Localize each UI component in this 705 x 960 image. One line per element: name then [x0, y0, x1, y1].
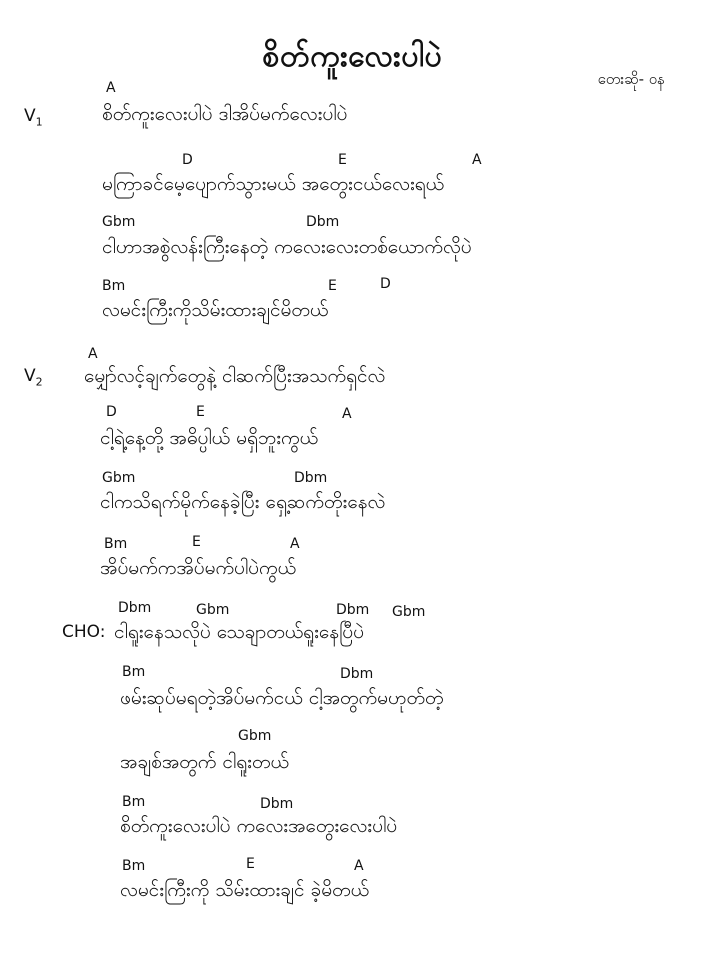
verse-2-letter: V	[24, 366, 36, 386]
chord: Dbm	[260, 796, 294, 812]
chord: Gbm	[102, 214, 136, 230]
lyric-line: ငါကသိရက်မိုက်နေခဲ့ပြီး ရှေ့ဆက်တိုးနေလဲ	[100, 491, 386, 513]
chord: Dbm	[118, 600, 152, 616]
chord: E	[196, 404, 205, 420]
lyric-line: အချစ်အတွက် ငါရူးတယ်	[120, 751, 289, 773]
chord: Bm	[104, 536, 128, 552]
chord: Dbm	[340, 666, 374, 682]
chord: Gbm	[196, 602, 230, 618]
lyric-line: မျှော်လင့်ချက်တွေနဲ့ ငါဆက်ပြီးအသက်ရှင်လဲ	[84, 365, 386, 387]
lyric-line: စိတ်ကူးလေးပါပဲ ကလေးအတွေးလေးပါပဲ	[120, 815, 398, 837]
chorus-label: CHO:	[62, 622, 106, 642]
chord: D	[182, 152, 193, 168]
chord: Gbm	[102, 470, 136, 486]
chord: A	[342, 406, 352, 422]
chord: Gbm	[238, 728, 272, 744]
verse-1-number: 1	[35, 115, 43, 129]
lyric-line: လမင်းကြီးကို သိမ်းထားချင် ခဲ့မိတယ်	[120, 879, 370, 901]
chord: Bm	[122, 794, 146, 810]
chord: Gbm	[392, 604, 426, 620]
singer-credit: တေးဆို- ဝန	[597, 70, 665, 88]
chord: A	[106, 80, 116, 96]
verse-1-letter: V	[24, 106, 36, 126]
lyric-line: ငါ့ရဲ့နေ့တို့ အဓိပ္ပါယ် မရှိဘူးကွယ်	[100, 427, 319, 449]
chord: Bm	[102, 278, 126, 294]
song-title: စိတ်ကူးလေးပါပဲ	[262, 39, 443, 74]
lyric-line: ငါရူးနေသလိုပဲ သေချာတယ်ရူးနေပြီပဲ	[114, 621, 364, 643]
chord: E	[246, 856, 255, 872]
lyric-line: ဖမ်းဆုပ်မရတဲ့အိပ်မက်ငယ် ငါ့အတွက်မဟုတ်တဲ့	[120, 687, 444, 709]
lyric-line: စိတ်ကူးလေးပါပဲ ဒါအိပ်မက်လေးပါပဲ	[102, 103, 348, 125]
chord: Bm	[122, 664, 146, 680]
chord: E	[192, 534, 201, 550]
chord: Dbm	[306, 214, 340, 230]
chord: Dbm	[336, 602, 370, 618]
lyric-line: မကြာခင်မေ့ပျောက်သွားမယ် အတွေးငယ်လေးရယ်	[102, 173, 445, 195]
chord: Bm	[122, 858, 146, 874]
chord: A	[354, 858, 364, 874]
verse-2-number: 2	[35, 375, 43, 389]
lyric-line: အိပ်မက်ကအိပ်မက်ပါပဲကွယ်	[100, 557, 297, 579]
chord: A	[472, 152, 482, 168]
chord: D	[106, 404, 117, 420]
chord: D	[380, 276, 391, 292]
chord: Dbm	[294, 470, 328, 486]
lyric-line: ငါဟာအစွဲလန်းကြီးနေတဲ့ ကလေးလေးတစ်ယောက်လိုပဲ	[102, 236, 472, 258]
lyric-line: လမင်းကြီးကိုသိမ်းထားချင်မိတယ်	[102, 299, 329, 321]
chord: A	[88, 346, 98, 362]
chord: E	[328, 278, 337, 294]
verse-1-label	[24, 106, 43, 128]
chord: A	[290, 536, 300, 552]
chord: E	[338, 152, 347, 168]
verse-2-label	[24, 366, 43, 388]
